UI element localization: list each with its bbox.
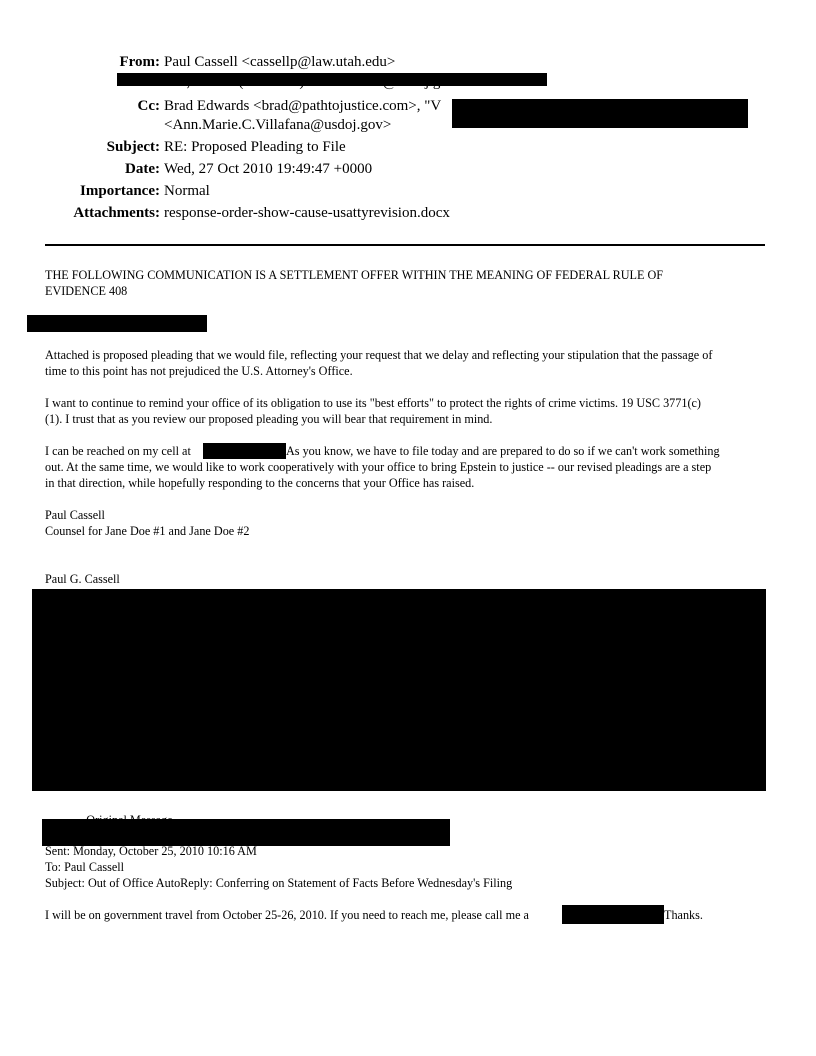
paragraph-3-line1-start: I can be reached on my cell at — [45, 444, 191, 458]
redaction-bar — [117, 73, 547, 86]
importance-label: Importance: — [80, 183, 160, 199]
redaction-bar — [27, 315, 207, 332]
paragraph-1-line2: time to this point has not prejudiced the U.S. Attorney's Office. — [45, 364, 353, 378]
redaction-bar — [42, 819, 450, 846]
signature-full-name: Paul G. Cassell — [45, 572, 120, 586]
paragraph-1-line1: Attached is proposed pleading that we would file, reflecting your request that we delay and reflecting your stipulation that the passage of — [45, 348, 713, 362]
sent-line: Sent: Monday, October 25, 2010 10:16 AM — [45, 844, 257, 858]
paragraph-3-line2: out. At the same time, we would like to work cooperatively with your office to bring Epstein to justice -- our revised pleadings are a step — [45, 460, 712, 474]
paragraph-2-line1: I want to continue to remind your office of its obligation to use its "best efforts" to protect the rights of crime victims. 19 USC 3771(c) — [45, 396, 701, 410]
from-label: From: — [119, 54, 160, 70]
to-line: To: Paul Cassell — [45, 860, 125, 874]
redaction-bar — [562, 905, 664, 924]
signature-name: Paul Cassell — [45, 508, 105, 522]
paragraph-3-line3: in that direction, while hopefully responding to the concerns that your Office has raised. — [45, 476, 475, 490]
travel-line-end: Thanks. — [664, 908, 703, 922]
paragraph-3-line1-end: As you know, we have to file today and are prepared to do so if we can't work something — [286, 444, 720, 458]
settlement-notice-line2: EVIDENCE 408 — [45, 284, 128, 298]
importance-value: Normal — [164, 183, 210, 199]
date-value: Wed, 27 Oct 2010 19:49:47 +0000 — [164, 161, 373, 177]
redaction-bar — [203, 443, 286, 459]
attachment-filename[interactable]: response-order-show-cause-usattyrevision.docx — [164, 205, 450, 221]
cc-value-line1: Brad Edwards <brad@pathtojustice.com>, "V — [164, 98, 442, 114]
header-divider — [45, 244, 765, 246]
travel-line-start: I will be on government travel from October 25-26, 2010. If you need to reach me, please call me a — [45, 908, 529, 922]
settlement-notice-line1: THE FOLLOWING COMMUNICATION IS A SETTLEMENT OFFER WITHIN THE MEANING OF FEDERAL RULE OF — [45, 268, 664, 282]
from-value: Paul Cassell <cassellp@law.utah.edu> — [164, 54, 396, 70]
attachments-label: Attachments: — [73, 205, 160, 221]
cc-value-line2: <Ann.Marie.C.Villafana@usdoj.gov> — [164, 117, 392, 133]
date-label: Date: — [125, 161, 160, 177]
redaction-bar — [452, 99, 748, 128]
subject-line: Subject: Out of Office AutoReply: Conferring on Statement of Facts Before Wednesday's Filing — [45, 876, 513, 890]
subject-value: RE: Proposed Pleading to File — [164, 139, 346, 155]
signature-title: Counsel for Jane Doe #1 and Jane Doe #2 — [45, 524, 250, 538]
redaction-block — [32, 589, 766, 791]
subject-label: Subject: — [106, 139, 160, 155]
original-message-divider — [66, 812, 193, 819]
paragraph-2-line2: (1). I trust that as you review our proposed pleading you will bear that requirement in mind. — [45, 412, 493, 426]
cc-label: Cc: — [137, 98, 160, 114]
